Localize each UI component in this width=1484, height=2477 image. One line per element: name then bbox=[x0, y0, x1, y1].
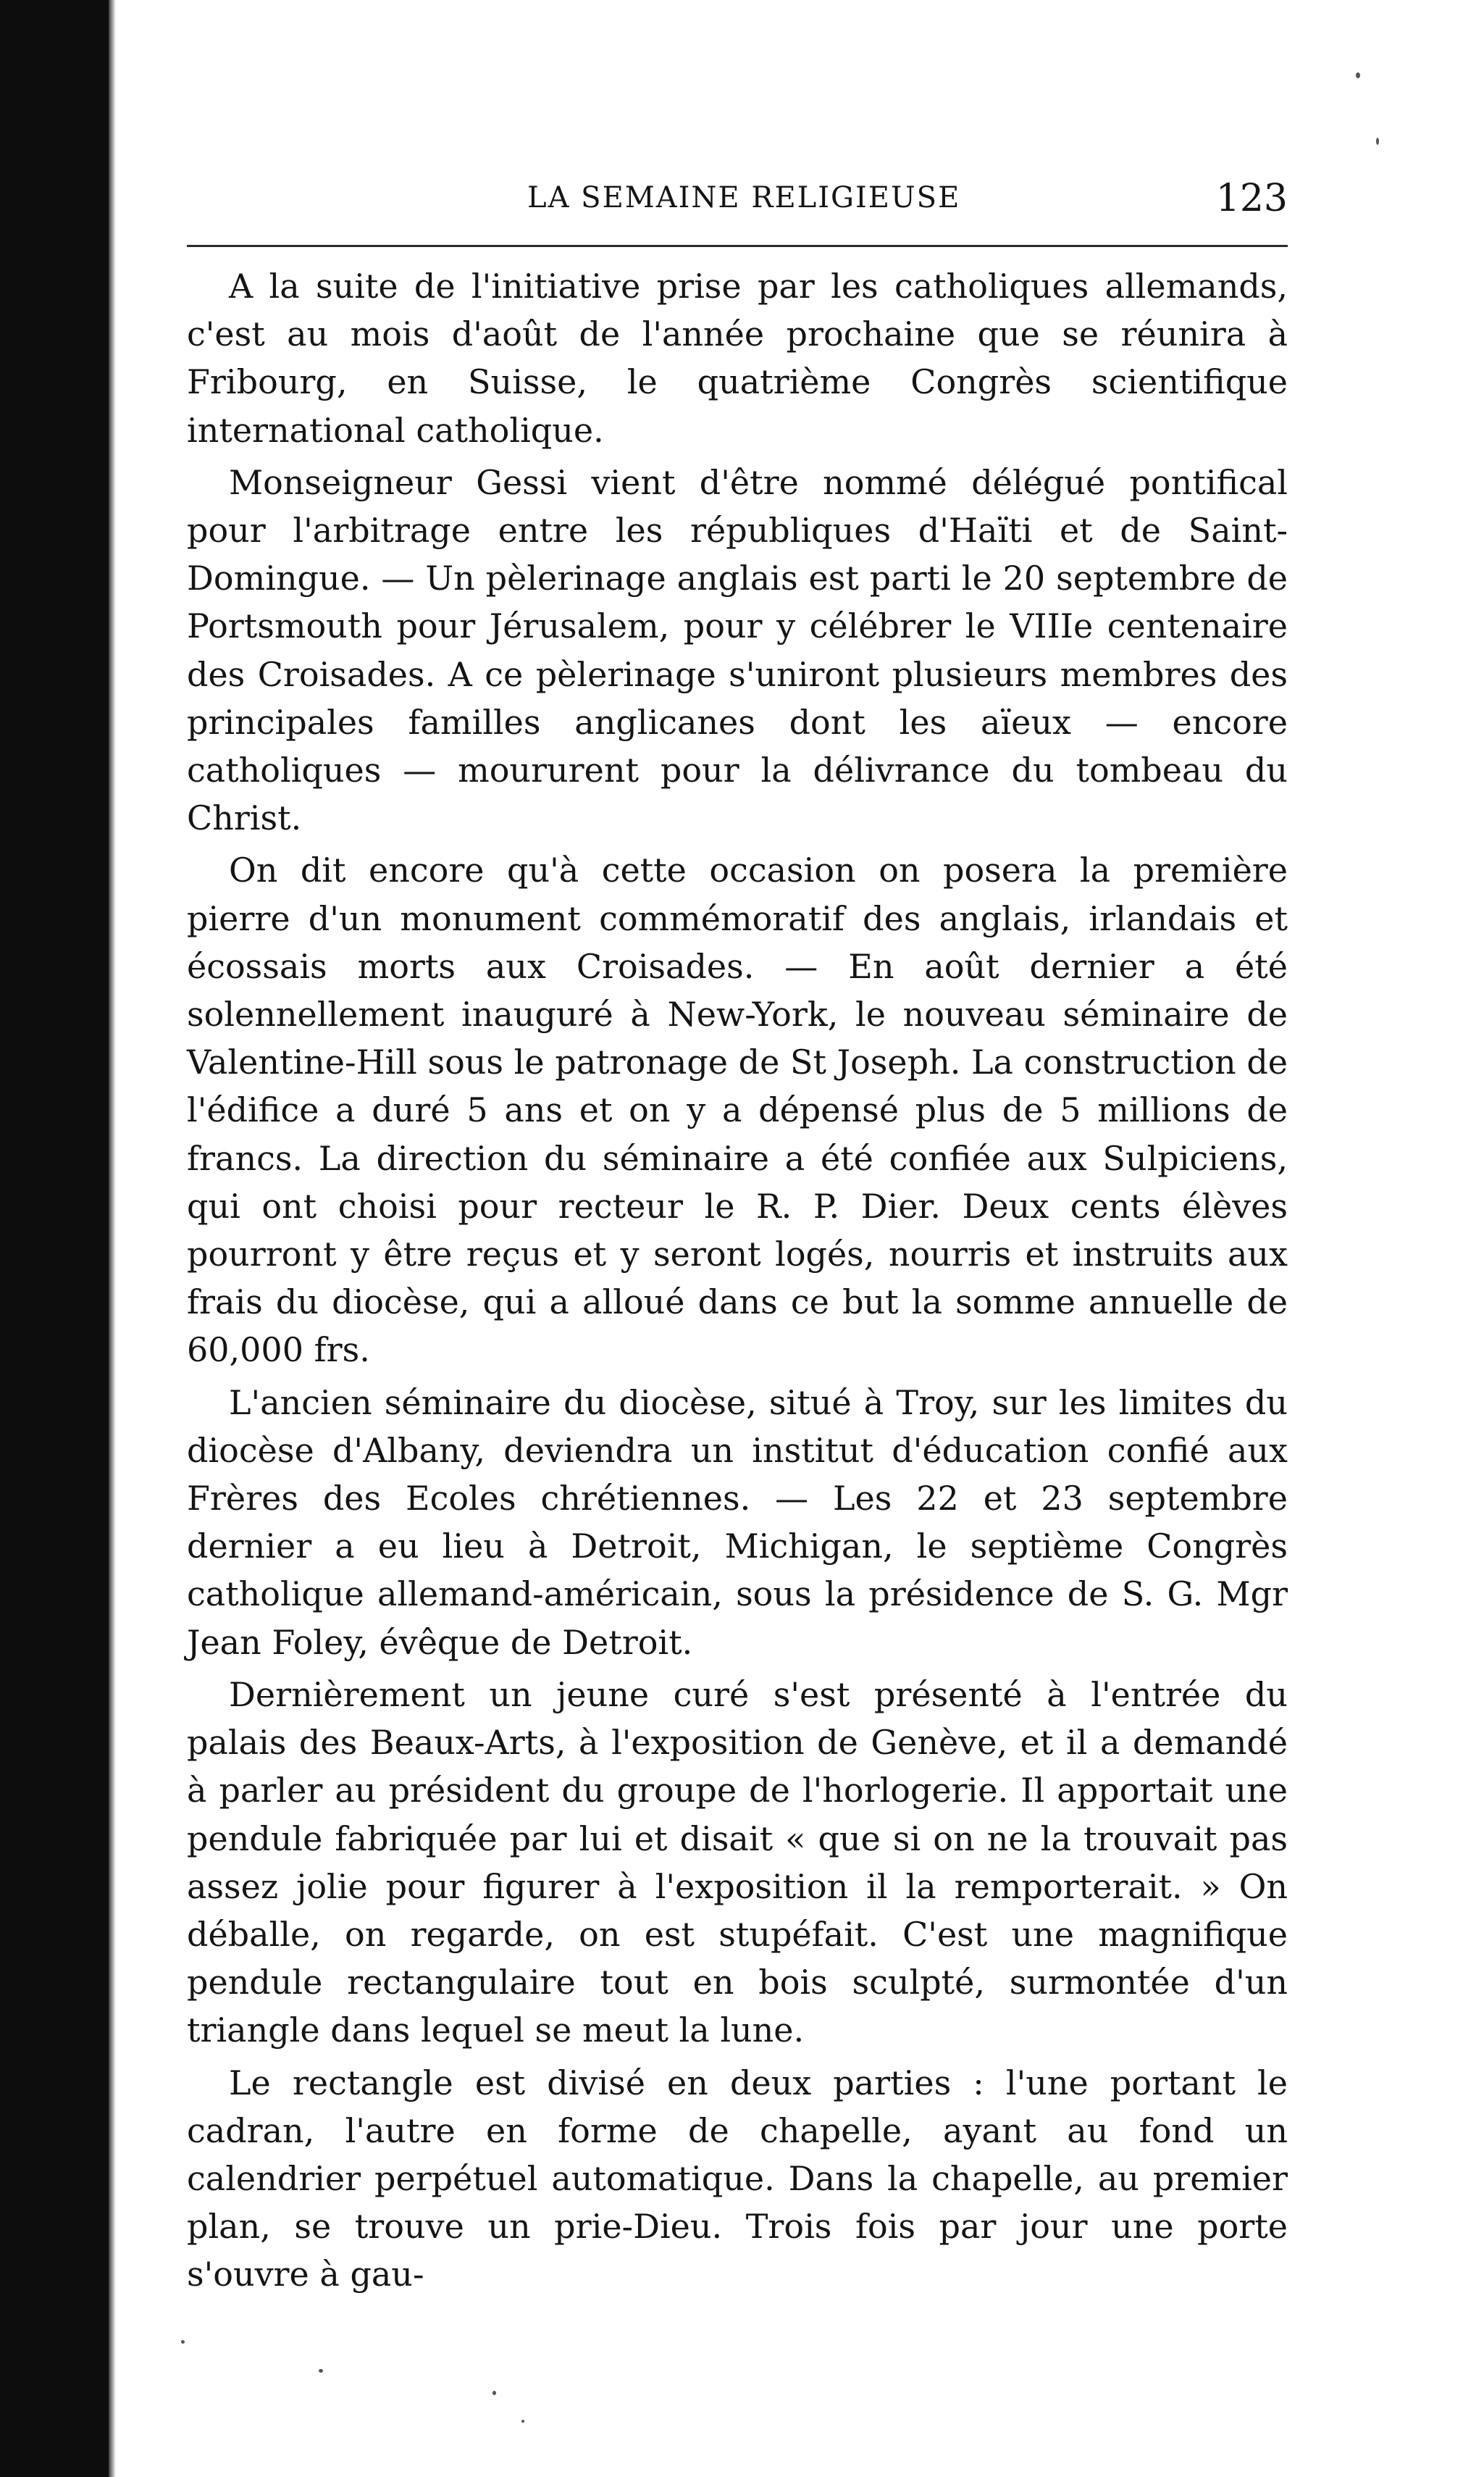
scan-speck bbox=[319, 2369, 323, 2373]
page-number: 123 bbox=[1215, 177, 1288, 220]
page-header bbox=[187, 177, 1288, 239]
paragraph-valentine-hill-seminary: On dit encore qu'à cette occasion on posera la première pierre d'un monument commémoratif des anglais, irlandais et écossais morts aux Croisades. — En août dernier a été solennellement inauguré à New-York, le nouveau séminaire de Valentine-Hill sous le patronage de St Joseph. La construction de l'édifice a duré 5 ans et on y a dépensé plus de 5 millions de francs. La direction du séminaire a été confiée aux Sulpiciens, qui ont choisi pour recteur le R. P. Dier. Deux cents élèves pourront y être reçus et y seront logés, nourris et instruits aux frais du diocèse, qui a alloué dans ce but la somme annuelle de 60,000 frs. bbox=[187, 851, 1288, 1370]
paragraph-troy-detroit-congress: L'ancien séminaire du diocèse, situé à Troy, sur les limites du diocèse d'Albany, deviendra un institut d'éducation confié aux Frères des Ecoles chrétiennes. — Les 22 et 23 septembre dernier a eu lieu à Detroit, Michigan, le septième Congrès catholique allemand-américain, sous la présidence de S. G. Mgr Jean Foley, évêque de Detroit. bbox=[187, 1382, 1288, 1662]
scan-speck bbox=[1376, 138, 1379, 145]
running-title: LA SEMAINE RELIGIEUSE bbox=[527, 181, 961, 214]
scan-speck bbox=[1356, 72, 1360, 78]
book-spine-shadow bbox=[0, 0, 109, 2477]
scan-speck bbox=[181, 2340, 185, 2344]
paragraph-gessi-pilgrimage: Monseigneur Gessi vient d'être nommé délégué pontifical pour l'arbitrage entre les républiques d'Haïti et de Saint-Domingue. — Un pèlerinage anglais est parti le 20 septembre de Portsmouth pour Jérusalem, pour y célébrer le VIIIe centenaire des Croisades. A ce pèlerinage s'uniront plusieurs membres des principales familles anglicanes dont les aïeux — encore catholiques — moururent pour la délivrance du tombeau du Christ. bbox=[187, 462, 1288, 838]
scan-speck bbox=[521, 2420, 524, 2423]
paragraph-clock-description: Le rectangle est divisé en deux parties : l'une portant le cadran, l'autre en forme de chapelle, ayant au fond un calendrier perpétuel automatique. Dans la chapelle, au premier plan, se trouve un prie-Dieu. Trois fois par jour une porte s'ouvre à gau- bbox=[187, 2063, 1288, 2294]
paragraph-fribourg-congress: A la suite de l'initiative prise par les catholiques allemands, c'est au mois d'août de l'année prochaine que se réunira à Fribourg, en Suisse, le quatrième Congrès scientifique international catholique. bbox=[187, 267, 1288, 450]
paragraph-geneva-clock: Dernièrement un jeune curé s'est présenté à l'entrée du palais des Beaux-Arts, à l'exposition de Genève, et il a demandé à parler au président du groupe de l'horlogerie. Il apportait une pendule fabriquée par lui et disait « que si on ne la trouvait pas assez jolie pour figurer à l'exposition il la remporterait. » On déballe, on regarde, on est stupéfait. C'est une magnifique pendule rectangulaire tout en bois sculpté, surmontée d'un triangle dans lequel se meut la lune. bbox=[187, 1674, 1288, 2050]
spine-gradient-edge bbox=[109, 0, 116, 2477]
scan-speck bbox=[492, 2391, 496, 2395]
header-rule bbox=[187, 245, 1288, 247]
page-body bbox=[187, 262, 1288, 2303]
